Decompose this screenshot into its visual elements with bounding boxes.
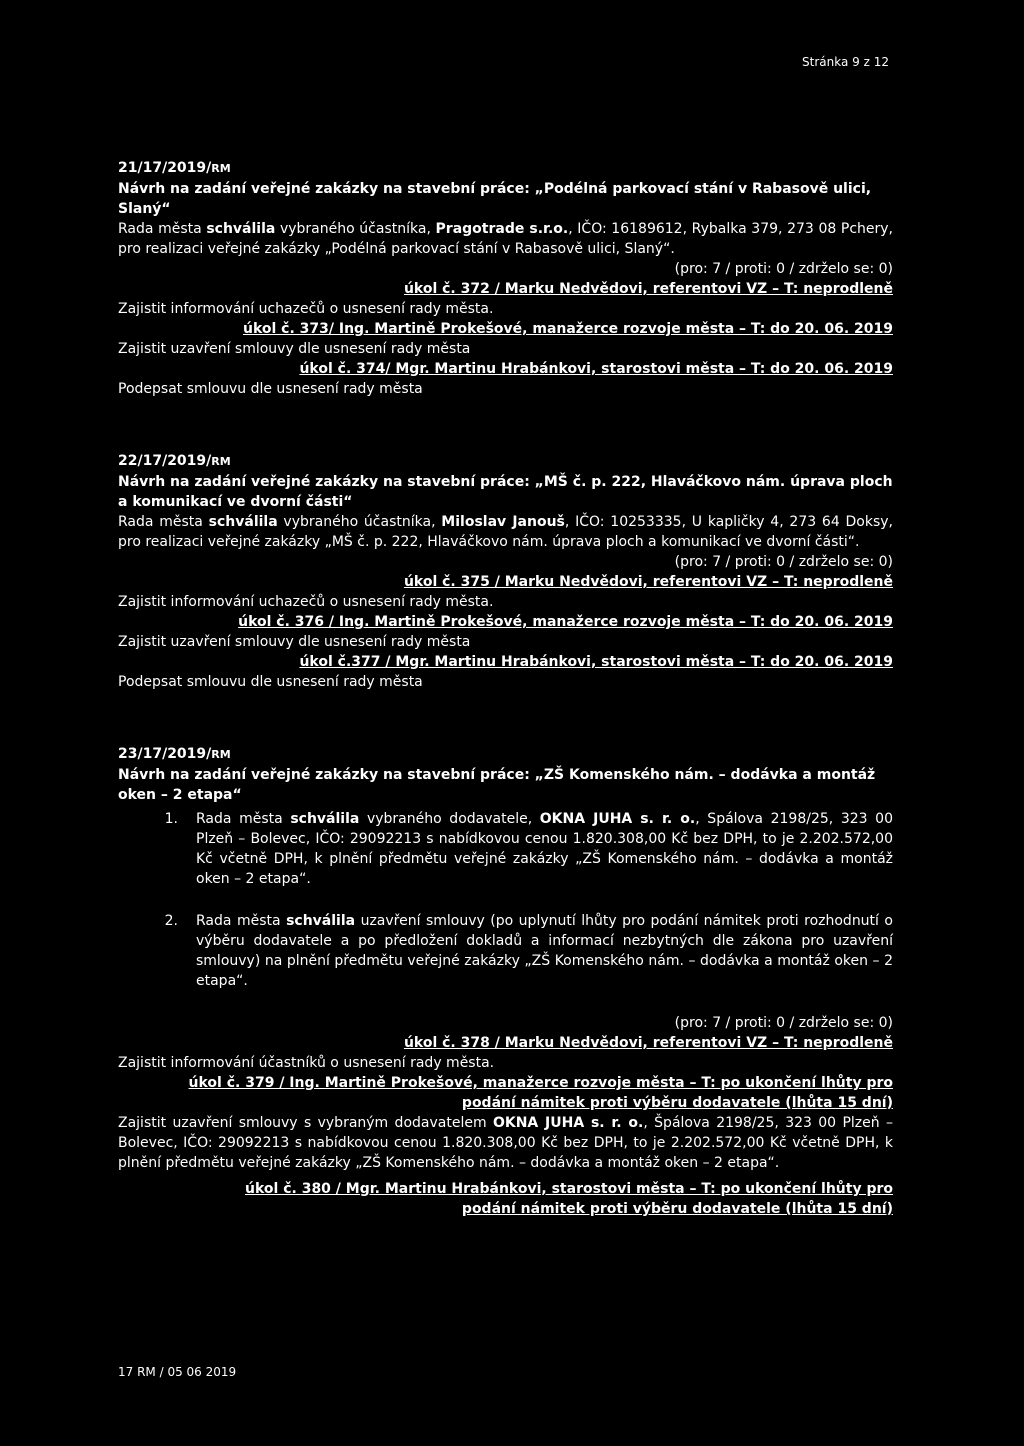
task-assignment: úkol č. 372 / Marku Nedvědovi, referentovi VZ – T: neprodleně [403,281,893,297]
task-description: Podepsat smlouvu dle usnesení rady města [118,674,423,690]
resolution-title: Návrh na zadání veřejné zakázky na stavební práce: „MŠ č. p. 222, Hlaváčkovo nám. úprava ploch a komunikací ve dvorní části“ [118,474,893,510]
page-number: Stránka 9 z 12 [802,55,889,69]
task-description: Zajistit uzavření smlouvy s vybraným dodavatelem OKNA JUHA s. r. o., Špálova 2198/25, 323 00 Plzeň – Bolevec, IČO: 29092213 s nabídkovou cenou 1.820.308,00 Kč bez DPH, to je 2.202.572,00 Kč včetně DPH, k plnění předmětu veřejné zakázky „ZŠ Komenského nám. – dodávka a montáž oken – 2 etapa“. [118,1115,893,1171]
task-assignment: úkol č. 375 / Marku Nedvědovi, referentovi VZ – T: neprodleně [403,574,893,590]
list-item [118,809,893,889]
list-item [118,911,893,991]
task-assignment: úkol č. 373/ Ing. Martině Prokešové, manažerce rozvoje města – T: do 20. 06. 2019 [242,321,893,337]
item-text: Rada města schválila vybraného dodavatele, OKNA JUHA s. r. o., Spálova 2198/25, 323 00 Plzeň – Bolevec, IČO: 29092213 s nabídkovou cenou 1.820.308,00 Kč bez DPH, to je 2.202.572,00 Kč včetně DPH, k plnění předmětu veřejné zakázky „ZŠ Komenského nám. – dodávka a montáž oken – 2 etapa“. [196,811,894,887]
task-description: Podepsat smlouvu dle usnesení rady města [118,381,423,397]
resolution-23 [118,744,893,1219]
footer: 17 RM / 05 06 2019 [118,1365,237,1379]
resolution-title: Návrh na zadání veřejné zakázky na stavební práce: „Podélná parkovací stání v Rabasově ulici, Slaný“ [118,181,872,217]
item-number: 1. [164,811,178,827]
task-assignment: úkol č. 378 / Marku Nedvědovi, referentovi VZ – T: neprodleně [403,1035,893,1051]
task-assignment: úkol č. 376 / Ing. Martině Prokešové, manažerce rozvoje města – T: do 20. 06. 2019 [238,614,893,630]
vote-result: (pro: 7 / proti: 0 / zdrželo se: 0) [674,261,893,277]
task-description: Zajistit uzavření smlouvy dle usnesení rady města [118,341,471,357]
resolution-title: Návrh na zadání veřejné zakázky na stavební práce: „ZŠ Komenského nám. – dodávka a montáž oken – 2 etapa“ [118,767,876,803]
resolution-21 [118,158,893,399]
document-body [118,158,893,1219]
resolution-22 [118,451,893,692]
vote-result: (pro: 7 / proti: 0 / zdrželo se: 0) [674,554,893,570]
task-assignment: úkol č. 374/ Mgr. Martinu Hrabánkovi, starostovi města – T: do 20. 06. 2019 [299,361,893,377]
resolution-number: 21/17/2019/RM [118,160,231,176]
task-assignment: úkol č. 380 / Mgr. Martinu Hrabánkovi, starostovi města – T: po ukončení lhůty pro podání námitek proti výběru dodavatele (lhůta 15 dní) [245,1181,893,1217]
task-description: Zajistit informování účastníků o usnesení rady města. [118,1055,495,1071]
task-description: Zajistit uzavření smlouvy dle usnesení rady města [118,634,471,650]
vote-result: (pro: 7 / proti: 0 / zdrželo se: 0) [674,1015,893,1031]
task-description: Zajistit informování uchazečů o usnesení rady města. [118,301,494,317]
task-assignment: úkol č. 379 / Ing. Martině Prokešové, manažerce rozvoje města – T: po ukončení lhůty pro podání námitek proti výběru dodavatele (lhůta 15 dní) [188,1075,893,1111]
resolution-text: Rada města schválila vybraného účastníka, Pragotrade s.r.o., IČO: 16189612, Rybalka 379, 273 08 Pchery, pro realizaci veřejné zakázky „Podélná parkovací stání v Rabasově ulici, Slaný“. [118,221,894,257]
task-assignment: úkol č.377 / Mgr. Martinu Hrabánkovi, starostovi města – T: do 20. 06. 2019 [299,654,893,670]
resolution-text: Rada města schválila vybraného účastníka, Miloslav Janouš, IČO: 10253335, U kapličky 4, 273 64 Doksy, pro realizaci veřejné zakázky „MŠ č. p. 222, Hlaváčkovo nám. úprava ploch a komunikací ve dvorní části“. [118,514,893,550]
resolution-number: 22/17/2019/RM [118,453,231,469]
item-text: Rada města schválila uzavření smlouvy (po uplynutí lhůty pro podání námitek proti rozhodnutí o výběru dodavatele a po předložení dokladů a informací nezbytných dle zákona pro uzavření smlouvy) na plnění předmětu veřejné zakázky „ZŠ Komenského nám. – dodávka a montáž oken – 2 etapa“. [196,913,893,989]
item-number: 2. [164,913,178,929]
resolution-number: 23/17/2019/RM [118,746,231,762]
task-description: Zajistit informování uchazečů o usnesení rady města. [118,594,494,610]
